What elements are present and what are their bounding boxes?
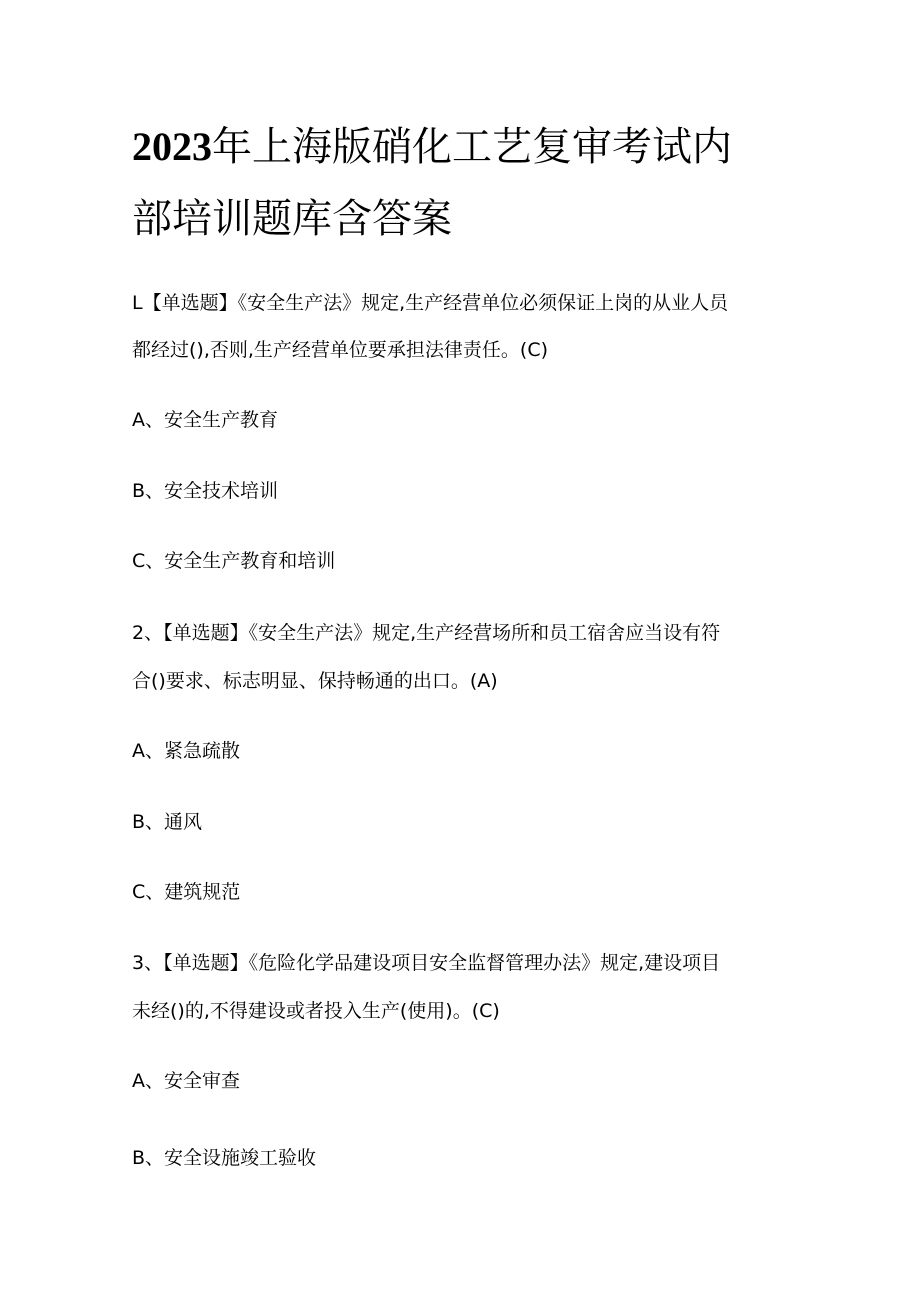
question-1-stem-line-2: 都经过(),否则,生产经营单位要承担法律责任。(C) <box>132 339 548 361</box>
question-2-stem-line-2: 合()要求、标志明显、保持畅通的出口。(A) <box>132 670 498 692</box>
question-1-stem-line-1: L【单选题】《安全生产法》规定,生产经营单位必须保证上岗的从业人员 <box>132 292 729 314</box>
title-text: 年上海版硝化工艺复审考试内 <box>212 124 732 170</box>
question-2-stem-line-1: 2、【单选题】《安全生产法》规定,生产经营场所和员工宿舍应当设有符 <box>132 622 721 644</box>
question-2-option-b: B、通风 <box>132 811 203 833</box>
question-2-option-a: A、紧急疏散 <box>132 740 240 762</box>
question-1-option-c: C、安全生产教育和培训 <box>132 550 336 572</box>
question-3-stem-line-1: 3、【单选题】《危险化学品建设项目安全监督管理办法》规定,建设项目 <box>132 952 721 974</box>
question-1-option-b: B、安全技术培训 <box>132 480 279 502</box>
question-1-option-a: A、安全生产教育 <box>132 409 278 431</box>
question-3-option-a: A、安全审查 <box>132 1070 240 1092</box>
document-title-line-1 <box>132 110 792 184</box>
title-year: 2023 <box>132 124 212 169</box>
question-3-option-b: B、安全设施竣工验收 <box>132 1147 317 1169</box>
document-title-line-2: 部培训题库含答案 <box>132 196 452 242</box>
question-3-stem-line-2: 未经()的,不得建设或者投入生产(使用)。(C) <box>132 1000 500 1022</box>
question-2-option-c: C、建筑规范 <box>132 881 241 903</box>
